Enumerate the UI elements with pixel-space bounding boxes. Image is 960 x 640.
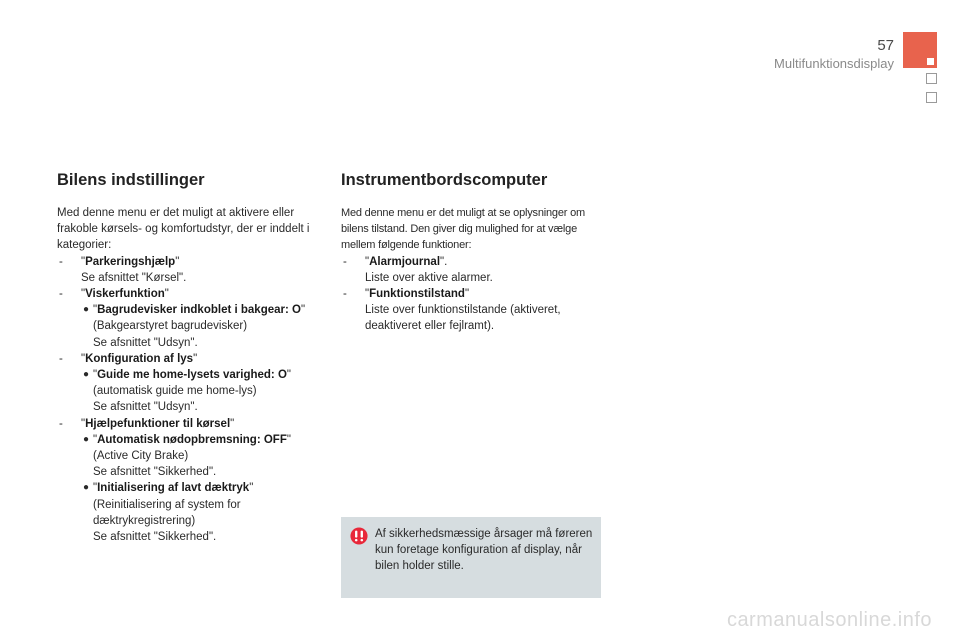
tab-marker-icon xyxy=(927,58,934,65)
list-item: - "Parkeringshjælp" xyxy=(57,254,319,270)
item-note: Se afsnittet "Sikkerhed". xyxy=(93,466,217,479)
right-heading: Instrumentbordscomputer xyxy=(341,171,548,189)
item-note: Se afsnittet "Udsyn". xyxy=(93,401,198,414)
section-title: Multifunktionsdisplay xyxy=(774,56,894,71)
sub-list-item: ● "Bagrudevisker indkoblet i bakgear: O" (Bakgearstyret bagrudevisker) xyxy=(83,304,306,333)
dash-marker: - xyxy=(343,255,347,268)
setting-name: Bagrudevisker indkoblet i bakgear: O xyxy=(97,304,301,317)
list-item: - "Hjælpefunktioner til kørsel" xyxy=(57,416,319,432)
dash-marker: - xyxy=(343,288,347,301)
bullet-icon: ● xyxy=(83,482,90,494)
page-number: 57 xyxy=(877,37,894,54)
sub-list-item: ● "Guide me home-lysets varighed: O" xyxy=(57,367,319,383)
left-heading: Bilens indstillinger xyxy=(57,171,205,189)
setting-desc: (automatisk guide me home-lys) xyxy=(93,385,257,398)
dash-marker: - xyxy=(59,352,63,365)
sub-list-item: ● "Automatisk nødopbremsning: OFF" xyxy=(57,432,319,448)
bullet-icon: ● xyxy=(83,304,90,316)
warning-icon xyxy=(350,527,368,545)
left-column xyxy=(57,170,319,545)
setting-desc: (Active City Brake) xyxy=(93,450,189,463)
menu-item-name: Viskerfunktion xyxy=(85,288,165,301)
menu-item-name: Konfiguration af lys xyxy=(85,352,194,365)
safety-notice xyxy=(341,517,601,598)
item-note: Se afsnittet "Udsyn". xyxy=(93,336,198,349)
list-item: - "Viskerfunktion" xyxy=(57,286,319,302)
setting-name: Guide me home-lysets varighed: O xyxy=(97,369,287,382)
right-column xyxy=(341,170,603,335)
bullet-icon: ● xyxy=(83,369,90,381)
dash-marker: - xyxy=(59,255,63,268)
item-note: Liste over funktionstilstande (aktiveret, deaktiveret eller fejlramt). xyxy=(365,304,561,333)
list-item: - "Funktionstilstand" xyxy=(341,286,603,302)
chapter-tab-active[interactable] xyxy=(903,32,937,68)
right-intro: Med denne menu er det muligt at se oplysninger om bilens tilstand. Den giver dig mulighed for at vælge mellem følgende funktioner: xyxy=(341,207,585,252)
bullet-icon: ● xyxy=(83,433,90,445)
setting-desc: (Reinitialisering af system for dæktrykregistrering) xyxy=(93,498,241,527)
setting-name: Initialisering af lavt dæktryk xyxy=(97,482,250,495)
setting-desc: (Bakgearstyret bagrudevisker) xyxy=(93,320,248,333)
menu-item-name: Hjælpefunktioner til kørsel xyxy=(85,417,231,430)
menu-item-name: Parkeringshjælp xyxy=(85,255,176,268)
left-intro: Med denne menu er det muligt at aktivere eller frakoble kørsels- og komfortudstyr, der er inddelt i kategorier: xyxy=(57,207,310,252)
sub-list-item: ● "Initialisering af lavt dæktryk" xyxy=(57,480,319,496)
dash-marker: - xyxy=(59,417,63,430)
chapter-tab[interactable] xyxy=(926,92,937,103)
item-note: Se afsnittet "Kørsel". xyxy=(81,271,187,284)
list-item: - "Alarmjournal". xyxy=(341,254,603,270)
menu-item-name: Alarmjournal xyxy=(369,255,441,268)
list-item: - "Konfiguration af lys" xyxy=(57,351,319,367)
chapter-tab[interactable] xyxy=(926,73,937,84)
menu-item-name: Funktionstilstand xyxy=(369,288,465,301)
setting-name: Automatisk nødopbremsning: OFF xyxy=(97,433,287,446)
watermark: carmanualsonline.info xyxy=(726,609,932,631)
notice-text: Af sikkerhedsmæssige årsager må føreren kun foretage konfiguration af display, når bilen holder stille. xyxy=(375,528,593,573)
dash-marker: - xyxy=(59,288,63,301)
item-note: Se afsnittet "Sikkerhed". xyxy=(93,531,217,544)
item-note: Liste over aktive alarmer. xyxy=(365,271,493,284)
